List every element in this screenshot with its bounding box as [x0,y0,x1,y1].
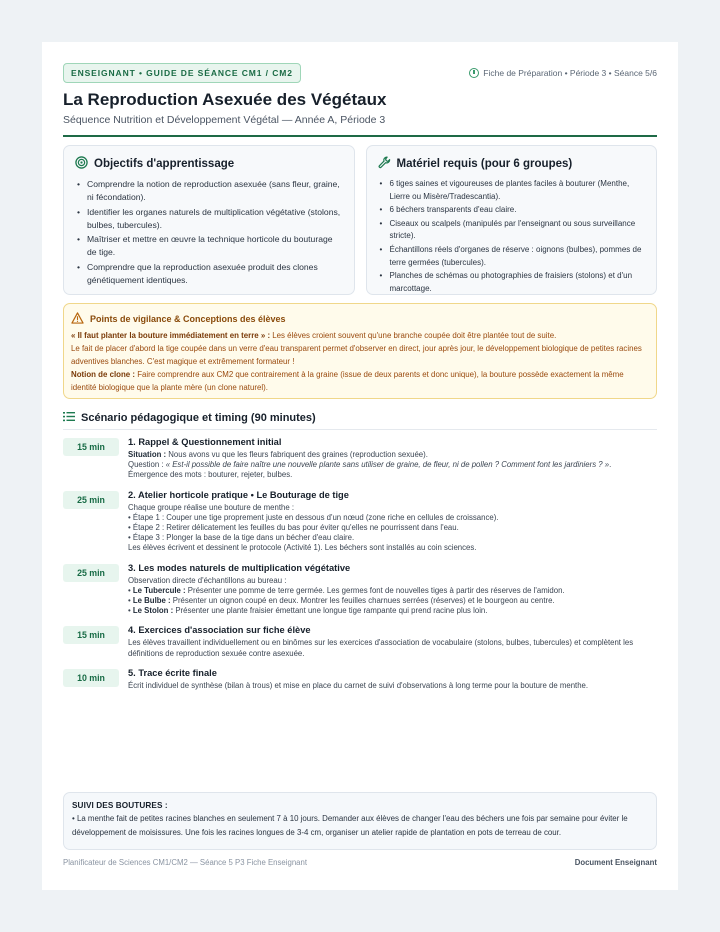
step-body [128,625,657,658]
material-item: • Planches de schémas ou photographies de fraisiers (stolons) et d'un marcottage. [378,270,646,295]
step-line: Chaque groupe réalise une bouture de menthe : [128,502,295,512]
scenario-step [63,625,657,658]
step-line: • Le Tubercule : Présenter une pomme de terre germée. Les germes font de nouvelles tiges à partir des réserves de l'amidon. [128,585,565,595]
page-subtitle: Séquence Nutrition et Développement Végétal — Année A, Période 3 [63,114,386,126]
scenario-step [63,490,657,554]
objectives-heading [75,156,343,172]
list-icon [63,411,75,425]
step-text: Les élèves travaillent individuellement ou en binômes sur les exercices d'association de vocabulaire (stolons, bulbes, tubercules) et complètent les définitions de reproduction sexuée contre asexuée. [128,638,634,658]
lesson-sheet [42,42,678,890]
scenario-step [63,668,657,691]
alert-clone-text: Faire comprendre aux CM2 que contrairement à la graine (issue de deux parents et donc unique), la bouture possède exactement la même identité biologique que la plante mère (un clone naturel). [71,370,624,392]
step-question: « Est-il possible de faire naître une nouvelle plante sans utiliser de graine, de fleur, ni de pollen ? Comment font les jardiniers ? » [165,460,610,470]
step-title: 5. Trace écrite finale [128,667,217,678]
objectives-title: Objectifs d'apprentissage [94,158,235,170]
alert-heading [71,312,649,326]
materials-title: Matériel requis (pour 6 groupes) [396,158,573,170]
step-line-text: Présenter une plante fraisier émettant une longue tige rampante qui prend racine plus loin. [173,606,488,616]
footer-left: Planificateur de Sciences CM1/CM2 — Séance 5 P3 Fiche Enseignant [63,858,307,867]
step-text: Écrit individuel de synthèse (bilan à trous) et mise en place du carnet de suivi d'observations à long terme pour la bouture de menthe. [128,680,589,690]
step-line: • Le Stolon : Présenter une plante fraisier émettant une longue tige rampante qui prend racine plus loin. [128,606,488,616]
scenario-steps [63,437,657,691]
scenario-heading [63,411,657,430]
header-divider [63,135,657,137]
objective-item: • Comprendre la notion de reproduction asexuée (sans fleur, graine, ni fécondation). [75,178,343,205]
step-label: Le Stolon : [132,606,174,616]
step-title: 3. Les modes naturels de multiplication végétative [128,562,351,573]
step-line: Émergence des mots : bouturer, rejeter, bulbes. [128,470,293,480]
alert-misconception-text: Les élèves croient souvent qu'une branche coupée doit être plantée tout de suite. [270,331,557,340]
materials-list [378,178,646,295]
step-line: • Le Bulbe : Présenter un oignon coupé en deux. Montrer les feuilles charnues serrées (réserves) et le bourgeon au centre. [128,596,555,606]
page-title: La Reproduction Asexuée des Végétaux [63,90,387,109]
step-line-text: Présenter un oignon coupé en deux. Montrer les feuilles charnues serrées (réserves) et le bourgeon au centre. [170,596,555,606]
step-line [128,460,657,470]
step-body [128,490,657,554]
step-line-text: Question : [128,460,166,470]
step-duration-badge: 10 min [63,669,119,687]
scenario-step [63,437,657,481]
step-text [128,503,657,554]
step-label: Le Tubercule : [132,585,186,595]
alert-clone-label: Notion de clone : [71,370,135,379]
alert-title: Points de vigilance & Conceptions des élèves [90,314,286,324]
step-body [128,563,657,617]
step-line: Observation directe d'échantillons au bureau : [128,575,287,585]
cuttings-followup-box [63,792,657,850]
alert-paragraph: Le fait de placer d'abord la tige coupée dans un verre d'eau transparent permet d'observer en direct, jour après jour, le développement biologique de petites racines adventives blanches. C'est magique et extrêmement formateur ! [71,344,642,366]
footer-right: Document Enseignant [574,858,657,867]
objective-item: • Identifier les organes naturels de multiplication végétative (stolons, bulbes, tubercules). [75,206,343,233]
alert-paragraph [71,329,649,342]
material-item: • 6 tiges saines et vigoureuses de plantes faciles à bouturer (Menthe, Lierre ou Misère/Tradescantia). [378,178,646,203]
step-line-text: Nous avons vu que les fleurs fabriquent des graines (reproduction sexuée). [166,450,428,459]
session-meta-text: Fiche de Préparation • Période 3 • Séance 5/6 [483,67,657,78]
material-item: • Ciseaux ou scalpels (manipulés par l'enseignant ou sous surveillance stricte). [378,218,646,243]
followup-text: • La menthe fait de petites racines blanches en seulement 7 à 10 jours. Demander aux élèves de changer l'eau des béchers une fois par semaine pour éviter le développement de moisissures. Une fois les racines longues de 3-4 cm, organiser un atelier rapide de plantation en pots de terreau de cour. [72,814,628,837]
alert-paragraph [71,368,649,394]
objectives-list [75,178,343,287]
target-icon [75,156,88,172]
step-duration-badge: 15 min [63,438,119,456]
warning-icon [71,312,84,326]
clock-icon [469,68,479,78]
material-item: • Échantillons réels d'organes de réserve : oignons (bulbes), pommes de terre germées (tubercules). [378,244,646,269]
objectives-card [63,145,355,295]
step-line [128,450,657,460]
alert-misconception-label: « Il faut planter la bouture immédiatement en terre » : [71,331,271,340]
step-title: 1. Rappel & Questionnement initial [128,437,282,447]
step-title: 4. Exercices d'association sur fiche élève [128,625,311,636]
step-duration-badge: 25 min [63,564,119,582]
step-label: Le Bulbe : [132,596,171,606]
scenario-step [63,563,657,617]
step-text [128,450,657,481]
step-duration-badge: 15 min [63,626,119,644]
step-line-text: . [609,460,612,470]
header-top-row [63,63,657,82]
material-item: • 6 béchers transparents d'eau claire. [378,204,646,217]
vigilance-alert [63,303,657,399]
objective-item: • Comprendre que la reproduction asexuée produit des clones génétiquement identiques. [75,261,343,288]
materials-heading [378,156,646,172]
page-footer [63,858,657,867]
objective-item: • Maîtriser et mettre en œuvre la technique horticole du bouturage de tige. [75,233,343,260]
step-line: Les élèves écrivent et dessinent le protocole (Activité 1). Les béchers sont installés au coin sciences. [128,543,477,553]
session-meta [469,68,657,78]
info-columns [63,145,657,295]
step-line: • Étape 1 : Couper une tige proprement juste en dessous d'un nœud (zone riche en cellules de croissance). [128,512,499,522]
scenario-title: Scénario pédagogique et timing (90 minutes) [81,412,316,424]
step-label: Situation : [128,450,167,459]
step-body [128,668,657,691]
audience-badge: ENSEIGNANT • GUIDE DE SÉANCE CM1 / CM2 [63,63,301,83]
step-duration-badge: 25 min [63,491,119,509]
wrench-icon [378,156,391,172]
step-line: • Étape 2 : Retirer délicatement les feuilles du bas pour éviter qu'elles ne pourrissent dans l'eau. [128,523,459,533]
step-text [128,576,657,617]
step-line-text: Présenter une pomme de terre germée. Les germes font de nouvelles tiges à partir des réserves de l'amidon. [185,585,565,595]
step-body [128,437,657,481]
materials-card [366,145,658,295]
step-title: 2. Atelier horticole pratique • Le Bouturage de tige [128,489,349,500]
step-line: • Étape 3 : Plonger la base de la tige dans un bécher d'eau claire. [128,533,355,543]
followup-title: SUIVI DES BOUTURES : [72,801,168,810]
